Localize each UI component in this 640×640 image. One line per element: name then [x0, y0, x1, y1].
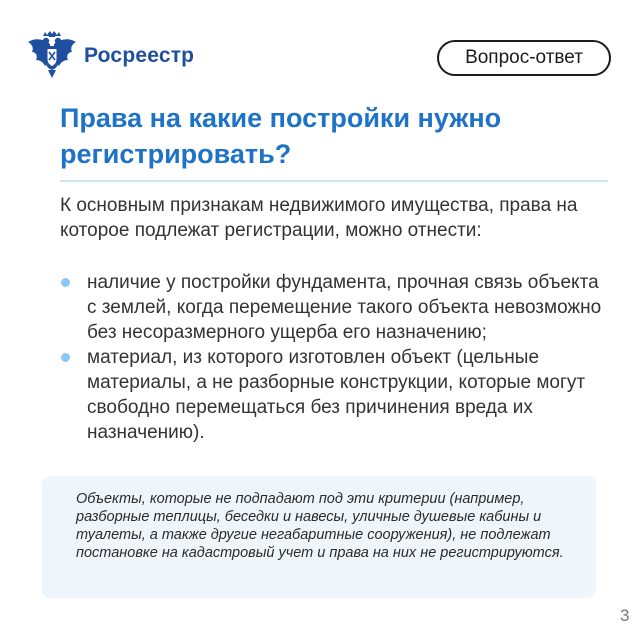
list-item — [60, 345, 610, 445]
note-box — [42, 476, 596, 598]
intro-text: К основным признакам недвижимого имущества, права на которое подлежат регистрации, можно отнести: — [60, 195, 578, 241]
criteria-list — [60, 270, 610, 445]
note-text: Объекты, которые не подпадают под эти критерии (например, разборные теплицы, беседки и навесы, уличные душевые кабины и туалеты, а также другие негабаритные сооружения), не подлежат постановке на кадастровый учет и права на них не регистрируются. — [76, 491, 564, 561]
title-divider — [60, 180, 608, 182]
section-badge: Вопрос-ответ — [437, 40, 611, 76]
list-item-text: наличие у постройки фундамента, прочная связь объекта с землей, когда перемещение такого объекта невозможно без несоразмерного ущерба его назначению; — [87, 272, 602, 343]
bullet-dot-icon — [61, 353, 70, 362]
bullet-dot-icon — [61, 278, 70, 287]
rosreestr-eagle-icon — [26, 30, 78, 82]
page-title: Права на какие постройки нужно регистрировать? — [60, 103, 502, 169]
list-item — [60, 270, 610, 345]
list-item-text: материал, из которого изготовлен объект (цельные материалы, а не разборные конструкции, которые могут свободно перемещаться без причинения вреда их назначению). — [87, 347, 586, 443]
brand-name: Росреестр — [84, 44, 195, 67]
page-number: 3 — [620, 606, 630, 625]
